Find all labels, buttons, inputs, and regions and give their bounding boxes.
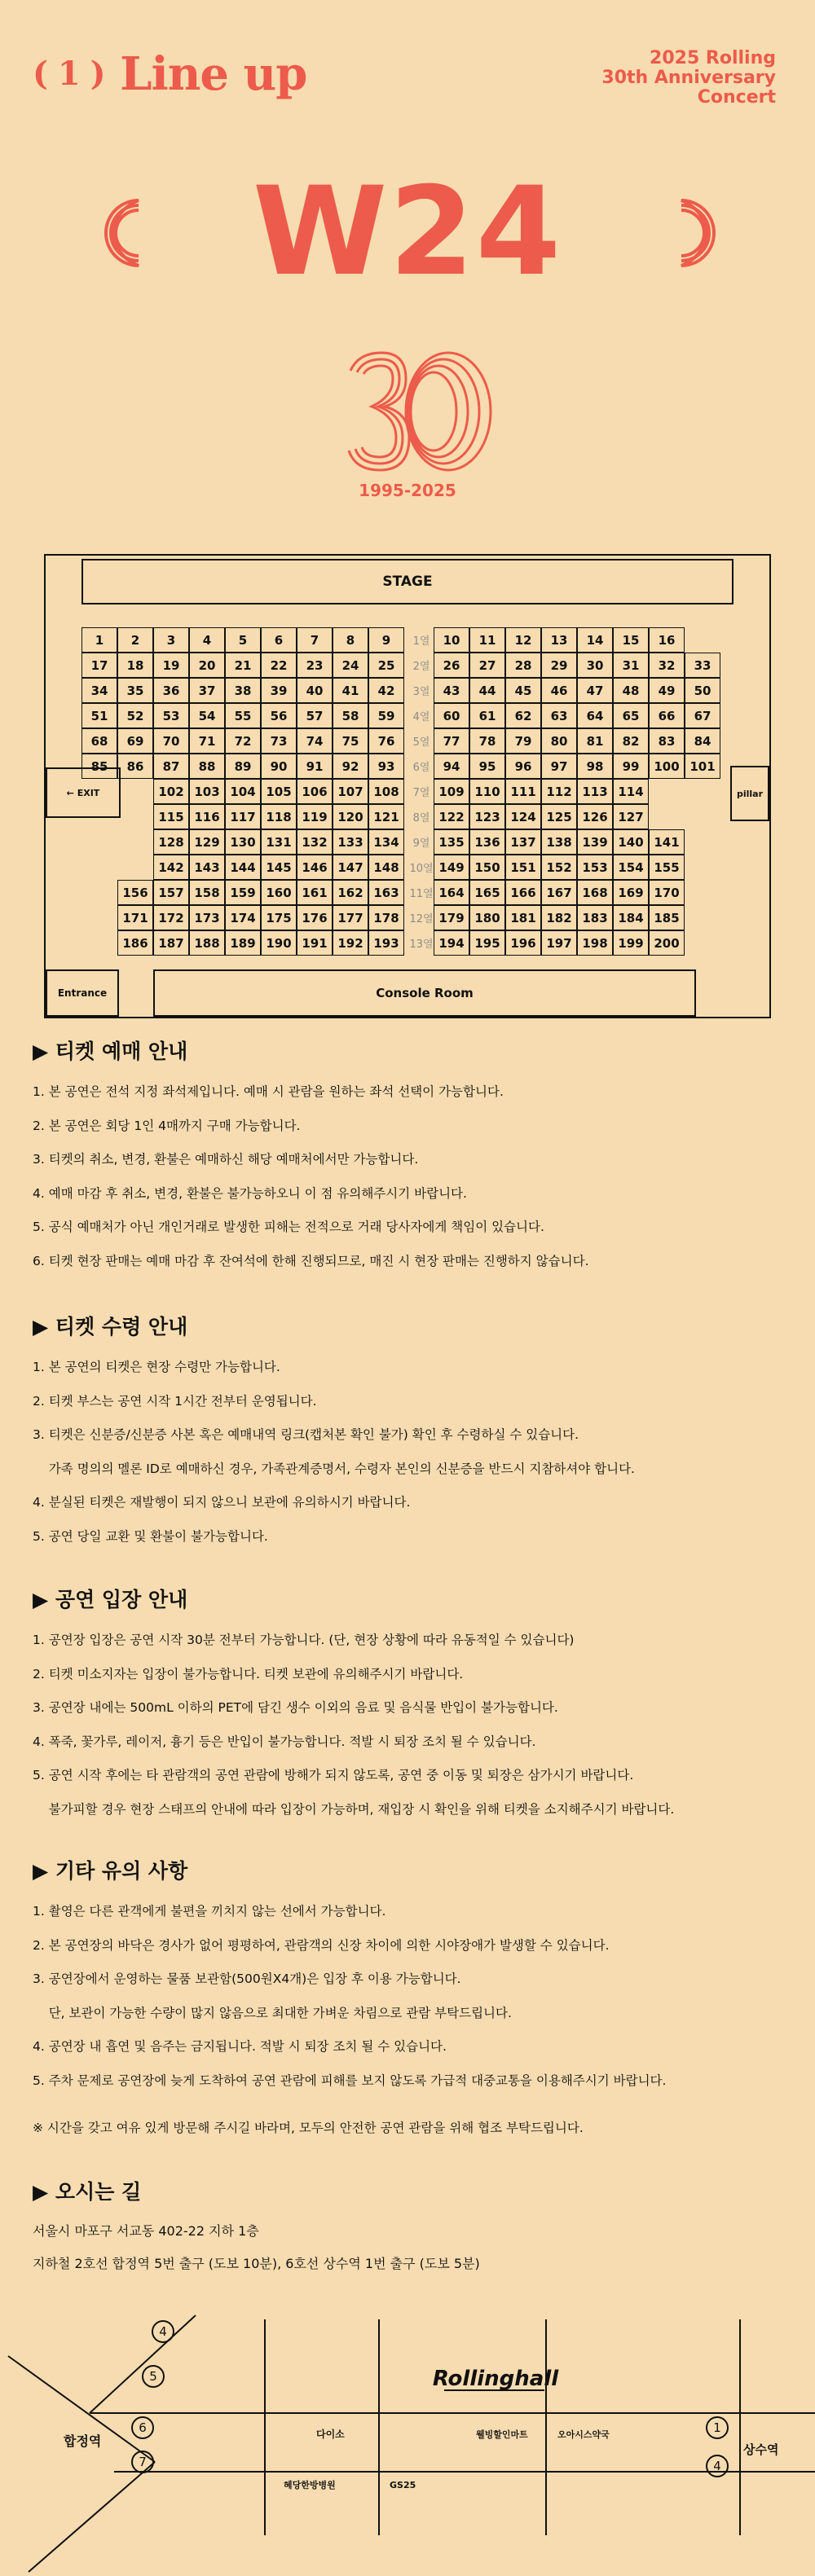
list-item: 3. 티켓의 취소, 변경, 환불은 예매하신 해당 예매처에서만 가능합니다.	[33, 1152, 419, 1167]
seat: 196	[505, 930, 541, 956]
row-label: 2열	[412, 661, 430, 673]
seat: 7	[297, 627, 333, 653]
seat: 78	[469, 728, 505, 754]
seat: 105	[261, 779, 297, 804]
seat: 81	[577, 728, 613, 754]
list-item: 가족 명의의 멜론 ID로 예매하신 경우, 가족관계증명서, 수령자 본인의 신분증을 반드시 지참하셔야 합니다.	[33, 1461, 635, 1476]
list-item: 5. 주차 문제로 공연장에 늦게 도착하여 공연 관람에 피해를 보지 않도록 가급적 대중교통을 이용해주시기 바랍니다.	[33, 2073, 667, 2088]
seat: 9	[368, 627, 404, 653]
seat: 168	[577, 880, 613, 905]
seat: 132	[297, 829, 333, 855]
seat: 36	[153, 678, 189, 703]
seat: 14	[577, 627, 613, 653]
seat: 68	[82, 728, 117, 754]
seat: 17	[82, 653, 117, 678]
seat: 159	[225, 880, 261, 905]
seat: 55	[225, 703, 261, 728]
pillar-marker: pillar	[730, 766, 769, 821]
seat: 63	[541, 703, 577, 728]
section-title: ▶ 티켓 수령 안내	[33, 1315, 188, 1339]
seat: 51	[82, 703, 117, 728]
seat: 109	[434, 779, 469, 804]
seat: 84	[685, 728, 720, 754]
seat: 128	[153, 829, 189, 855]
seat: 56	[261, 703, 297, 728]
address-text: 서울시 마포구 서교동 402-22 지하 1층	[33, 2223, 259, 2239]
seat: 53	[153, 703, 189, 728]
seat: 13	[541, 627, 577, 653]
seat: 188	[189, 930, 225, 956]
seat: 146	[297, 855, 333, 880]
seat: 95	[469, 754, 505, 779]
seat: 38	[225, 678, 261, 703]
seat: 22	[261, 653, 297, 678]
row-label: 1열	[412, 635, 430, 648]
seat: 42	[368, 678, 404, 703]
entrance-marker: Entrance	[46, 969, 119, 1017]
seat: 172	[153, 905, 189, 930]
seat: 175	[261, 905, 297, 930]
seat: 117	[225, 804, 261, 829]
seat: 21	[225, 653, 261, 678]
row-label: 13열	[409, 939, 434, 951]
list-item: 1. 공연장 입장은 공연 시작 30분 전부터 가능합니다. (단, 현장 상황에 따라 유동적일 수 있습니다)	[33, 1633, 575, 1647]
row-label: 9열	[412, 837, 430, 850]
anniversary-30-logo	[342, 346, 497, 485]
seat: 154	[613, 855, 649, 880]
location-map	[0, 2299, 815, 2576]
seat: 80	[541, 728, 577, 754]
seat: 123	[469, 804, 505, 829]
exit-marker: ← EXIT	[46, 767, 121, 818]
row-label: 5열	[412, 736, 430, 749]
list-item: 2. 본 공연장의 바닥은 경사가 없어 평평하여, 관람객의 신장 차이에 의한 시야장애가 발생할 수 있습니다.	[33, 1937, 610, 1953]
seat: 127	[613, 804, 649, 829]
seat: 140	[613, 829, 649, 855]
seat: 198	[577, 930, 613, 956]
seat: 18	[117, 653, 153, 678]
seat: 115	[153, 804, 189, 829]
seat: 185	[649, 905, 685, 930]
seat: 142	[153, 855, 189, 880]
seat: 83	[649, 728, 685, 754]
seat-map	[44, 554, 771, 1018]
seat: 23	[297, 653, 333, 678]
seat: 120	[333, 804, 368, 829]
row-label: 12열	[409, 913, 434, 925]
seat: 90	[261, 754, 297, 779]
place-label: GS25	[390, 2480, 416, 2490]
seat: 25	[368, 653, 404, 678]
seat: 167	[541, 880, 577, 905]
list-item: 불가피할 경우 현장 스태프의 안내에 따라 입장이 가능하며, 재입장 시 확인을 위해 티켓을 소지해주시기 바랍니다.	[33, 1801, 675, 1817]
seat: 29	[541, 653, 577, 678]
seat: 3	[153, 627, 189, 653]
seat: 37	[189, 678, 225, 703]
seat: 24	[333, 653, 368, 678]
seat: 155	[649, 855, 685, 880]
seat: 60	[434, 703, 469, 728]
list-item: 6. 티켓 현장 판매는 예매 마감 후 잔여석에 한해 진행되므로, 매진 시 현장 판매는 진행하지 않습니다.	[33, 1253, 589, 1268]
seat: 166	[505, 880, 541, 905]
row-label: 8열	[412, 812, 430, 824]
section-title: ▶ 공연 입장 안내	[33, 1588, 188, 1611]
section-title: ▶ 티켓 예매 안내	[33, 1040, 188, 1063]
seat: 73	[261, 728, 297, 754]
seat: 149	[434, 855, 469, 880]
seat: 187	[153, 930, 189, 956]
seat: 72	[225, 728, 261, 754]
seat: 99	[613, 754, 649, 779]
section-title: ▶ 오시는 길	[33, 2180, 142, 2204]
seat: 134	[368, 829, 404, 855]
seat: 98	[577, 754, 613, 779]
seat: 200	[649, 930, 685, 956]
seat: 125	[541, 804, 577, 829]
seat: 92	[333, 754, 368, 779]
seat: 54	[189, 703, 225, 728]
ticket-booking-section	[33, 1036, 782, 1278]
list-item: 3. 공연장에서 운영하는 물품 보관함(500원X4개)은 입장 후 이용 가능합니다.	[33, 1972, 461, 1986]
seat: 86	[117, 754, 153, 779]
seat: 70	[153, 728, 189, 754]
seat: 69	[117, 728, 153, 754]
station-label: 합정역	[64, 2433, 102, 2449]
seat: 79	[505, 728, 541, 754]
exit-number: 4	[713, 2459, 721, 2473]
header	[0, 0, 815, 130]
list-item: 1. 본 공연은 전석 지정 좌석제입니다. 예매 시 관람을 원하는 좌석 선택이 가능합니다.	[33, 1084, 504, 1099]
row-label: 11열	[409, 888, 434, 900]
seat: 189	[225, 930, 261, 956]
seat: 130	[225, 829, 261, 855]
seat: 40	[297, 678, 333, 703]
seat: 152	[541, 855, 577, 880]
list-item: 3. 티켓은 신분증/신분증 사본 혹은 예매내역 링크(캡처본 확인 불가) 확인 후 수령하실 수 있습니다.	[33, 1427, 579, 1442]
seat: 158	[189, 880, 225, 905]
seat: 58	[333, 703, 368, 728]
seat: 15	[613, 627, 649, 653]
seat: 2	[117, 627, 153, 653]
seat: 57	[297, 703, 333, 728]
seat: 113	[577, 779, 613, 804]
seat: 180	[469, 905, 505, 930]
seat: 157	[153, 880, 189, 905]
seat: 143	[189, 855, 225, 880]
seat: 33	[685, 653, 720, 678]
seat: 162	[333, 880, 368, 905]
seat: 141	[649, 829, 685, 855]
seat: 119	[297, 804, 333, 829]
seat: 26	[434, 653, 469, 678]
exit-number: 4	[159, 2324, 167, 2339]
seat: 148	[368, 855, 404, 880]
seat: 179	[434, 905, 469, 930]
seat: 46	[541, 678, 577, 703]
seat: 67	[685, 703, 720, 728]
seat: 176	[297, 905, 333, 930]
seat: 194	[434, 930, 469, 956]
seat: 177	[333, 905, 368, 930]
seat: 61	[469, 703, 505, 728]
exit-number: 5	[149, 2369, 157, 2384]
seat: 5	[225, 627, 261, 653]
list-item: 5. 공연 시작 후에는 타 관람객의 공연 관람에 방해가 되지 않도록, 공연 중 이동 및 퇴장은 삼가시기 바랍니다.	[33, 1768, 634, 1783]
etc-section	[33, 1856, 782, 2098]
seat: 145	[261, 855, 297, 880]
seat: 197	[541, 930, 577, 956]
seat: 116	[189, 804, 225, 829]
seat: 181	[505, 905, 541, 930]
seat: 39	[261, 678, 297, 703]
seat: 35	[117, 678, 153, 703]
seat: 124	[505, 804, 541, 829]
seat: 164	[434, 880, 469, 905]
directions-section	[33, 2177, 782, 2208]
seat: 77	[434, 728, 469, 754]
seat: 147	[333, 855, 368, 880]
seat: 156	[117, 880, 153, 905]
list-item: 2. 본 공연은 회당 1인 4매까지 구매 가능합니다.	[33, 1118, 301, 1133]
seat: 144	[225, 855, 261, 880]
seat: 103	[189, 779, 225, 804]
seat: 59	[368, 703, 404, 728]
exit-number: 7	[139, 2455, 147, 2469]
subway-text: 지하철 2호선 합정역 5번 출구 (도보 10분), 6호선 상수역 1번 출구 (도보 5분)	[33, 2256, 480, 2271]
seat: 195	[469, 930, 505, 956]
seat: 173	[189, 905, 225, 930]
seat: 45	[505, 678, 541, 703]
seat: 85	[82, 754, 117, 779]
seat: 138	[541, 829, 577, 855]
station-label: 상수역	[743, 2442, 779, 2457]
seat: 11	[469, 627, 505, 653]
section-title: ▶ 기타 유의 사항	[33, 1859, 188, 1883]
seat: 102	[153, 779, 189, 804]
seat: 107	[333, 779, 368, 804]
seat: 136	[469, 829, 505, 855]
exit-number: 1	[713, 2420, 721, 2435]
seat: 151	[505, 855, 541, 880]
seat: 62	[505, 703, 541, 728]
seat: 110	[469, 779, 505, 804]
seat: 71	[189, 728, 225, 754]
list-item: 4. 예매 마감 후 취소, 변경, 환불은 불가능하오니 이 점 유의해주시기 바랍니다.	[33, 1185, 467, 1201]
seat: 30	[577, 653, 613, 678]
stage: STAGE	[82, 559, 734, 604]
place-label: 혜당한방병원	[284, 2480, 336, 2490]
seat: 44	[469, 678, 505, 703]
seat: 12	[505, 627, 541, 653]
seat: 64	[577, 703, 613, 728]
seat: 65	[613, 703, 649, 728]
seat: 74	[297, 728, 333, 754]
moon-right-icon	[667, 194, 732, 272]
seat: 4	[189, 627, 225, 653]
seat: 114	[613, 779, 649, 804]
list-item: 2. 티켓 부스는 공연 시작 1시간 전부터 운영됩니다.	[33, 1393, 317, 1409]
seat: 165	[469, 880, 505, 905]
seat: 49	[649, 678, 685, 703]
band-name: W24	[252, 161, 563, 303]
row-label: 4열	[412, 711, 430, 723]
seat: 163	[368, 880, 404, 905]
seat: 91	[297, 754, 333, 779]
place-label: 웰빙할인마트	[476, 2429, 528, 2440]
seat: 32	[649, 653, 685, 678]
seat: 82	[613, 728, 649, 754]
place-label: 오아시스약국	[557, 2429, 610, 2440]
seat: 131	[261, 829, 297, 855]
seat: 1	[82, 627, 117, 653]
seat: 87	[153, 754, 189, 779]
list-item: 5. 공연 당일 교환 및 환불이 불가능합니다.	[33, 1528, 268, 1544]
list-item: 1. 촬영은 다른 관객에게 불편을 끼치지 않는 선에서 가능합니다.	[33, 1904, 386, 1919]
seat: 97	[541, 754, 577, 779]
seat: 160	[261, 880, 297, 905]
seat: 183	[577, 905, 613, 930]
seat: 34	[82, 678, 117, 703]
seat: 52	[117, 703, 153, 728]
seat: 27	[469, 653, 505, 678]
seat: 129	[189, 829, 225, 855]
seat: 153	[577, 855, 613, 880]
list-item: 4. 공연장 내 흡연 및 음주는 금지됩니다. 적발 시 퇴장 조치 될 수 있습니다.	[33, 2039, 447, 2054]
seat: 122	[434, 804, 469, 829]
seat: 192	[333, 930, 368, 956]
years-range: 1995-2025	[359, 481, 456, 500]
seat: 186	[117, 930, 153, 956]
seat: 10	[434, 627, 469, 653]
seat: 191	[297, 930, 333, 956]
seat: 108	[368, 779, 404, 804]
seat: 19	[153, 653, 189, 678]
seat: 88	[189, 754, 225, 779]
row-label: 10열	[409, 863, 434, 875]
seat: 121	[368, 804, 404, 829]
seat: 182	[541, 905, 577, 930]
entry-section	[33, 1585, 782, 1826]
seat: 6	[261, 627, 297, 653]
notice-text: ※ 시간을 갖고 여유 있게 방문해 주시길 바라며, 모두의 안전한 공연 관람을 위해 협조 부탁드립니다.	[33, 2121, 584, 2135]
seat: 94	[434, 754, 469, 779]
seat: 137	[505, 829, 541, 855]
seat: 171	[117, 905, 153, 930]
seat: 106	[297, 779, 333, 804]
ticket-pickup-section	[33, 1312, 782, 1554]
seat: 104	[225, 779, 261, 804]
seat: 133	[333, 829, 368, 855]
seat: 101	[685, 754, 720, 779]
row-label: 7열	[412, 787, 430, 799]
row-label: 6열	[412, 762, 430, 774]
seat: 50	[685, 678, 720, 703]
seat: 174	[225, 905, 261, 930]
list-item: 2. 티켓 미소지자는 입장이 불가능합니다. 티켓 보관에 유의해주시기 바랍니다.	[33, 1666, 464, 1681]
seat: 150	[469, 855, 505, 880]
seat: 184	[613, 905, 649, 930]
seat: 75	[333, 728, 368, 754]
seat: 16	[649, 627, 685, 653]
seat: 76	[368, 728, 404, 754]
seat: 48	[613, 678, 649, 703]
place-label: 다이소	[316, 2429, 345, 2440]
seat: 8	[333, 627, 368, 653]
list-item: 5. 공식 예매처가 아닌 개인거래로 발생한 피해는 전적으로 거래 당사자에게 책임이 있습니다.	[33, 1220, 544, 1234]
seat: 20	[189, 653, 225, 678]
seat: 193	[368, 930, 404, 956]
seat: 31	[613, 653, 649, 678]
seat: 135	[434, 829, 469, 855]
seat: 43	[434, 678, 469, 703]
seat: 28	[505, 653, 541, 678]
list-item: 4. 폭죽, 꽃가루, 레이저, 흉기 등은 반입이 불가능합니다. 적발 시 퇴장 조치 될 수 있습니다.	[33, 1734, 536, 1749]
list-item: 4. 분실된 티켓은 재발행이 되지 않으니 보관에 유의하시기 바랍니다.	[33, 1495, 411, 1510]
seat: 161	[297, 880, 333, 905]
seat: 111	[505, 779, 541, 804]
console-room: Console Room	[153, 969, 696, 1017]
list-item: 단, 보관이 가능한 수량이 많지 않음으로 최대한 가벼운 차림으로 관람 부탁드립니다.	[33, 2005, 512, 2020]
concert-title: 2025 Rolling 30th Anniversary Concert	[601, 48, 776, 108]
exit-number: 6	[139, 2420, 147, 2435]
seat: 112	[541, 779, 577, 804]
seat: 66	[649, 703, 685, 728]
seat: 47	[577, 678, 613, 703]
seat: 139	[577, 829, 613, 855]
seat: 41	[333, 678, 368, 703]
seat: 89	[225, 754, 261, 779]
seat: 118	[261, 804, 297, 829]
venue-label: Rollinghall	[432, 2367, 559, 2391]
seat: 190	[261, 930, 297, 956]
seat: 178	[368, 905, 404, 930]
seat: 126	[577, 804, 613, 829]
seat: 100	[649, 754, 685, 779]
seat: 169	[613, 880, 649, 905]
list-item: 1. 본 공연의 티켓은 현장 수령만 가능합니다.	[33, 1360, 280, 1374]
seat: 199	[613, 930, 649, 956]
seat: 96	[505, 754, 541, 779]
lineup-title: ( 1 ) Line up	[33, 47, 307, 101]
seat: 93	[368, 754, 404, 779]
list-item: 3. 공연장 내에는 500mL 이하의 PET에 담긴 생수 이외의 음료 및 음식물 반입이 불가능합니다.	[33, 1700, 558, 1715]
seat: 170	[649, 880, 685, 905]
row-label: 3열	[412, 686, 430, 698]
